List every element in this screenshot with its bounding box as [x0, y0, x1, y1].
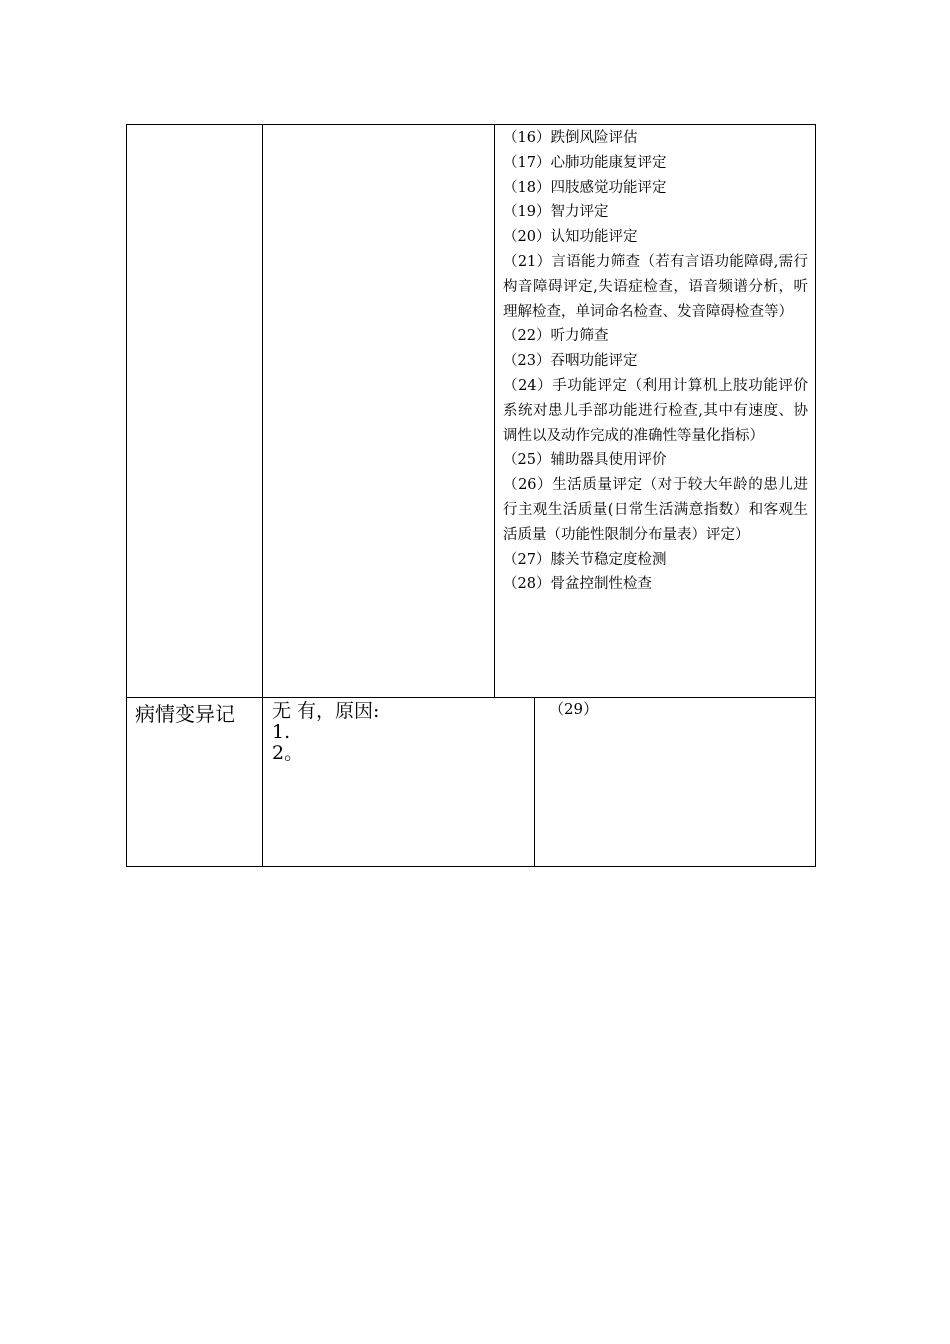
list-item: （22）听力筛查: [503, 328, 609, 345]
list-item: （26）生活质量评定（对于较大年龄的患儿进行主观生活质量(日常生活满意指数）和客观生活质量（功能性限制分布量表）评定）: [503, 477, 808, 543]
list-item: （16）跌倒风险评估: [503, 130, 638, 146]
variation-record-label: 病情变异记: [135, 702, 235, 726]
list-item: （23）吞咽功能评定: [503, 353, 638, 370]
reason-line: 无 有，原因:: [272, 700, 380, 722]
column-divider-2-upper: [494, 124, 495, 698]
list-item: （20）认知功能评定: [503, 229, 638, 246]
assessment-item-list: [503, 126, 808, 597]
list-item: （21）言语能力筛查（若有言语功能障碍,需行构音障碍评定,失语症检查，语音频谱分析，听理解检查，单词命名检查、发音障碍检查等）: [503, 253, 808, 320]
reason-item-1: 1.: [272, 721, 291, 743]
row-divider: [126, 697, 816, 698]
table-border-bottom: [126, 866, 816, 867]
column-divider-2-lower: [534, 697, 535, 867]
variation-reason-cell: [272, 701, 379, 764]
list-item: （28）骨盆控制性检查: [503, 576, 652, 593]
list-item: （19）智力评定: [503, 204, 609, 221]
list-item: （25）辅助器具使用评价: [503, 452, 667, 469]
item-29: （29）: [549, 700, 599, 718]
list-item: （27）膝关节稳定度检测: [503, 551, 667, 568]
column-divider-1: [262, 124, 263, 867]
reason-item-2: 2。: [272, 742, 304, 764]
table-border-left: [126, 124, 127, 867]
list-item: （24）手功能评定（利用计算机上肢功能评价系统对患儿手部功能进行检查,其中有速度、协调性以及动作完成的准确性等量化指标）: [503, 377, 808, 444]
table-border-right: [815, 124, 816, 867]
list-item: （17）心肺功能康复评定: [503, 154, 667, 171]
table-border-top: [126, 124, 816, 125]
list-item: （18）四肢感觉功能评定: [503, 179, 667, 196]
